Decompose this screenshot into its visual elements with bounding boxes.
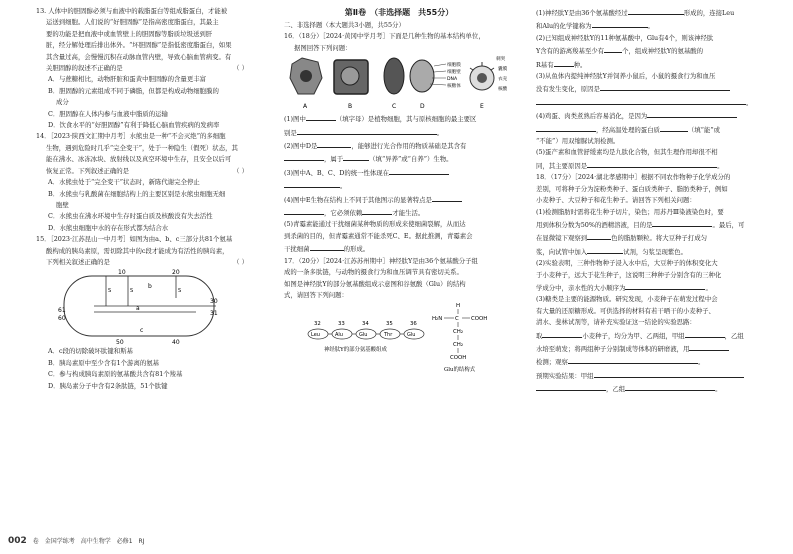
- q17-3: (3)从鱼体内提纯神经肽Y并饲养小鼠后，小鼠的摄食行为和血压: [536, 72, 716, 81]
- q16-line: 据图回答下列问题：: [294, 43, 352, 52]
- q18-3-result: 预期实验结果：甲组: [536, 369, 766, 382]
- glu-atom: COOH: [450, 355, 467, 362]
- q16-3: (3)图中A、B、C、D的统一性体现在: [284, 166, 514, 179]
- q18-1: (1)检测脂肪时需将花生种子切片，染色；用苏丹Ⅲ染液染色时，要: [536, 207, 724, 216]
- d-label: DNA: [447, 77, 458, 83]
- q18-3-cont: 有大量的还原糖形成。可供选择的材料有若干晒干的小麦种子、: [536, 306, 715, 315]
- chain-numbers: [314, 321, 417, 327]
- q17-4-cont: ，经高温处理的蛋白质 （填“能”或: [536, 123, 766, 136]
- fig-label: 50: [116, 339, 124, 347]
- q18-3-steps: 水培至萌发；将两组种子分别制成等体积的研磨液，用: [536, 342, 766, 355]
- amino-acid: Leu: [311, 332, 320, 339]
- q16-1: (1)图中 （填字母）是植物细胞，其与原核细胞的最主要区: [284, 112, 514, 125]
- glu-structure: [432, 303, 487, 361]
- q16-line: 16．（18分）［2024·黄冈中学月考］下面是几种生物的基本结构单位，: [284, 32, 485, 41]
- amino-acid: Alu: [335, 332, 343, 339]
- q17-line: 17．（20分）［2024·江苏苏州期中］神经肽Y是由36个氨基酸分子组: [284, 256, 478, 265]
- e-label: 刺突: [496, 57, 506, 63]
- q17-2-cont: Y含有的游离羧基至少有 个，组成神经肽Y的氨基酸的: [536, 44, 766, 57]
- q18-line: 18．（17分）［2024·湖北孝感期中］根据不同农作物种子化学成分的: [536, 173, 731, 182]
- q17-4-end: “不能”）用双缩脲试剂检测。: [536, 137, 620, 146]
- q16-5: (5)青霉素能通过干扰细菌某种物质的形成来使细菌裂解，从而达: [284, 220, 466, 229]
- chain-number: 34: [362, 321, 369, 328]
- q16-1-cont: 别是 。: [284, 126, 514, 139]
- fig-letter: D: [420, 103, 425, 111]
- q18-2: (2)实验表明，三种作物种子浸入水中后，大豆种子的体积变化大: [536, 259, 718, 268]
- q18-2-cont: 于小麦种子，远大于花生种子，这说明三种种子分别含有的三种化: [536, 270, 722, 279]
- glu-atom: C: [455, 316, 459, 323]
- glu-caption: Glu的结构式: [444, 367, 476, 374]
- q14-option-d: D．水熊虫细胞中水的存在形式都为结合水: [48, 223, 169, 232]
- q15-option-b: B．胰岛素原中至少含有1个游离的氨基: [48, 358, 160, 367]
- q17-2: (2)已知组成神经肽Y的11种氨基酸中，Glu有4个，则该神经肽: [536, 33, 714, 42]
- glu-atom: CH₂: [453, 342, 463, 349]
- q14-option-c: C．水熊虫在沸水环境中生存时蛋白质及核酸没有失去活性: [48, 212, 213, 221]
- q18-line: 差别，可将种子分为淀粉类种子、蛋白质类种子、脂肪类种子，例如: [536, 184, 728, 193]
- q17-1-cont: 和Alu的化学键称为 。: [536, 19, 766, 32]
- q14-line: 生物，遇到危险时几乎“完全变干”，处于一种隐生（假死）状态，其: [46, 143, 238, 152]
- q18-3-cont: 清水、斐林试剂等，请补充实验证这一结论的实验思路：: [536, 318, 696, 327]
- q18-3-steps: 检测；观察 。: [536, 355, 766, 368]
- q17-5: (5)蛋产素和血管舒缓素均是九肽化合物，但其生理作用却很不相: [536, 148, 718, 157]
- q16-5-cont: 到杀菌的目的，但青霉素通常不能杀死C、E。据此推测，青霉素会: [284, 231, 473, 240]
- section-title: 第Ⅱ卷 （非选择题 共55分）: [344, 8, 454, 17]
- left-column: [36, 6, 248, 392]
- q15-stem-end: 下列相关叙述正确的是 （ ）: [46, 257, 248, 266]
- q13-option-d: D．饮食水平的“好胆固醇”有利于降低心脑血管疾病的发病率: [48, 121, 220, 130]
- fig-label: 30: [210, 298, 218, 306]
- fig-letter: C: [392, 103, 397, 111]
- q14-option-b: B．水熊虫与乳酸菌在细胞结构上的主要区别是水熊虫细胞无细: [48, 189, 226, 198]
- q15-option-d: D．胰岛素分子中含有2条肽链，51个肽键: [48, 381, 168, 390]
- q16-4: (4)图中E生物在结构上不同于其他图示的显著特点是: [284, 193, 514, 206]
- q18-3-result: ，乙组 。: [536, 382, 766, 395]
- q17-5-cont: 同，其主要原因是 。: [536, 159, 766, 172]
- q13-line: 要的功能是把血液中或血管壁上的胆固醇等脂质垃圾送到肝: [46, 29, 213, 38]
- fig-label: 60: [58, 315, 66, 323]
- q16-3-cont: 。: [284, 179, 514, 192]
- fig-label: S: [108, 288, 112, 295]
- q16-5-end: 干扰细菌 的形成。: [284, 242, 514, 255]
- fig-letter: A: [303, 103, 308, 111]
- q18-line: 小麦种子、大豆种子和花生种子。请回答下列相关问题：: [536, 196, 696, 205]
- q13-option-c: C．胆固醇在人体内参与血液中脂质的运输: [48, 109, 168, 118]
- amino-acid: Thr: [384, 332, 393, 339]
- q13-line: 其含量过高，会慢慢沉积在动脉血管内壁，导致心脑血管病变。有: [46, 52, 232, 61]
- fig-label: 20: [172, 269, 180, 277]
- page-footer: [8, 536, 144, 546]
- q16-2-cont: ，属于 （填“异养”或“自养”）生物。: [284, 152, 514, 165]
- e-label: 衣壳: [498, 77, 508, 83]
- q13-stem-end: 关胆固醇的叙述不正确的是 （ ）: [46, 64, 248, 73]
- fig-label: a: [136, 305, 140, 313]
- q17-4: (4)鸡蛋、肉类煮熟后容易消化，是因为: [536, 109, 766, 122]
- q17-line: 成的一条多肽链，与动物的摄食行为和血压调节具有密切关系。: [284, 268, 463, 277]
- q17-2-end: R基有 种。: [536, 58, 766, 71]
- right-column: [536, 6, 766, 396]
- q17-1: (1)神经肽Y是由36个氨基酸经过 形成的，连接Leu: [536, 6, 766, 19]
- q15-option-c: C．参与构成胰岛素原的氨基酸共含有81个羧基: [48, 370, 183, 379]
- q13-line: 运送到细胞。人们说的“好胆固醇”是指高密度脂蛋白，其最主: [46, 18, 219, 27]
- q18-3-steps: 取 小麦种子，均分为甲、乙两组，甲组 ，乙组: [536, 329, 766, 342]
- amino-acid: Glu: [407, 332, 416, 339]
- page-number: 002: [8, 536, 27, 546]
- q17-line: 如图是神经肽Y的部分氨基酸组成示意图和谷氨酸（Glu）的结构: [284, 279, 466, 288]
- fig-label: S: [130, 288, 134, 295]
- q18-1-end: 浆，向试管中加入 试剂，匀浆呈现紫色。: [536, 245, 766, 258]
- fig-label: 61: [58, 307, 66, 315]
- q17-3-end: 。: [536, 96, 766, 109]
- q18-1-cont: 用到体积分数为50%的酒精溶液，目的是 。最后，可: [536, 218, 766, 231]
- fig-label: S: [178, 288, 182, 295]
- glu-atom: COOH: [471, 316, 488, 323]
- q13-option-b-cont: 成分: [56, 98, 69, 107]
- q16-2: (2)图中D是 ，能够进行光合作用的物质基础是其含有: [284, 139, 514, 152]
- fig-letter: E: [480, 103, 484, 111]
- middle-column: [284, 6, 514, 381]
- cell-a-image: [290, 58, 322, 94]
- chain-number: 32: [314, 321, 321, 328]
- fig-label: b: [148, 283, 152, 291]
- chain-number: 36: [410, 321, 417, 328]
- chain-number: 35: [386, 321, 393, 328]
- glu-atom: CH₂: [453, 329, 463, 336]
- d-label: 细胞壁: [447, 70, 461, 76]
- q14-line: 能在沸水、冰冻冰块、放射线以及真空环境中生存，且安全以后可: [46, 155, 232, 164]
- q13-option-b: B．胆固醇的元素组成不同于磷脂，但都是构成动物细胞膜的: [48, 86, 219, 95]
- cell-c-image: [384, 58, 404, 94]
- q18-3: (3)糖类是主要的能源物质。研究发现，小麦种子在萌发过程中会: [536, 295, 718, 304]
- cells-figure: [284, 54, 514, 112]
- d-label: 细胞膜: [447, 63, 461, 69]
- q13-line: 13. 人体中的胆固醇必须与血液中的载脂蛋白等组成脂蛋白，才能被: [36, 7, 228, 15]
- q13-line: 脏，经分解处理后排出体外。“坏胆固醇”是指低密度脂蛋白，如果: [46, 41, 232, 50]
- fig-label: 40: [172, 339, 180, 347]
- glu-atom: H₂N: [432, 316, 443, 323]
- q14-line: 14．［2023·陕西文汇期中月考］水熊虫是一种“不会灭绝”的多细胞: [36, 132, 226, 141]
- q18-1-cont: 在显微镜下观察到 色的脂肪颗粒。将大豆种子打成匀: [536, 231, 766, 244]
- q14-stem-end: 恢复正常。下列叙述正确的是 （ ）: [46, 166, 248, 175]
- cell-d-image: [410, 60, 446, 92]
- virus-e-image: [470, 62, 494, 90]
- q17-3-cont: 没有发生变化，原因是: [536, 82, 766, 95]
- q15-line: 酸构成的胰岛素原，需切除其中的c段才能成为有活性的胰岛素，: [46, 246, 229, 255]
- chain-number: 33: [338, 321, 345, 328]
- q14-option-b-cont: 胞壁: [56, 200, 69, 209]
- q18-2-end: 学成分中，亲水性的大小顺序为 。: [536, 281, 766, 294]
- q13-option-a: A．与蔗糖相比，动物肝脏和蛋黄中胆固醇的含量更丰富: [48, 75, 206, 84]
- chain-caption: 神经肽Y的部分氨基酸组成: [324, 347, 387, 354]
- cell-b-image: [334, 60, 368, 94]
- neuropeptide-figure: [284, 301, 514, 381]
- amino-acid: Glu: [359, 332, 368, 339]
- sub-title: 二、非选择题（本大题共3小题，共55分）: [284, 21, 405, 29]
- fig-label: 31: [210, 310, 218, 318]
- d-label: 核糖体: [447, 84, 461, 90]
- fig-letter: B: [348, 103, 353, 111]
- q16-4-cont: ，它必须依赖 才能生活。: [284, 206, 514, 219]
- e-label: 核酸: [498, 87, 508, 93]
- fig-label: c: [140, 327, 144, 335]
- proinsulin-figure: [36, 268, 248, 346]
- q15-option-a: A．c段的切除破坏肽键和斯基: [48, 347, 133, 356]
- q14-option-a: A．水熊虫处于“完全变干”状态时，新陈代谢完全停止: [48, 178, 200, 187]
- fig-label: 10: [118, 269, 126, 277]
- e-label: 囊膜: [498, 67, 508, 73]
- glu-atom: H: [456, 303, 461, 310]
- footer-text: 卷 金国学练考 高中生物学 必修1 RJ: [32, 538, 145, 545]
- q15-line: 15．［2023·江苏昆山一中月考］如图为由a、b、c三部分共81个氨基: [36, 235, 233, 244]
- q17-line: 式，请回答下列问题：: [284, 290, 348, 299]
